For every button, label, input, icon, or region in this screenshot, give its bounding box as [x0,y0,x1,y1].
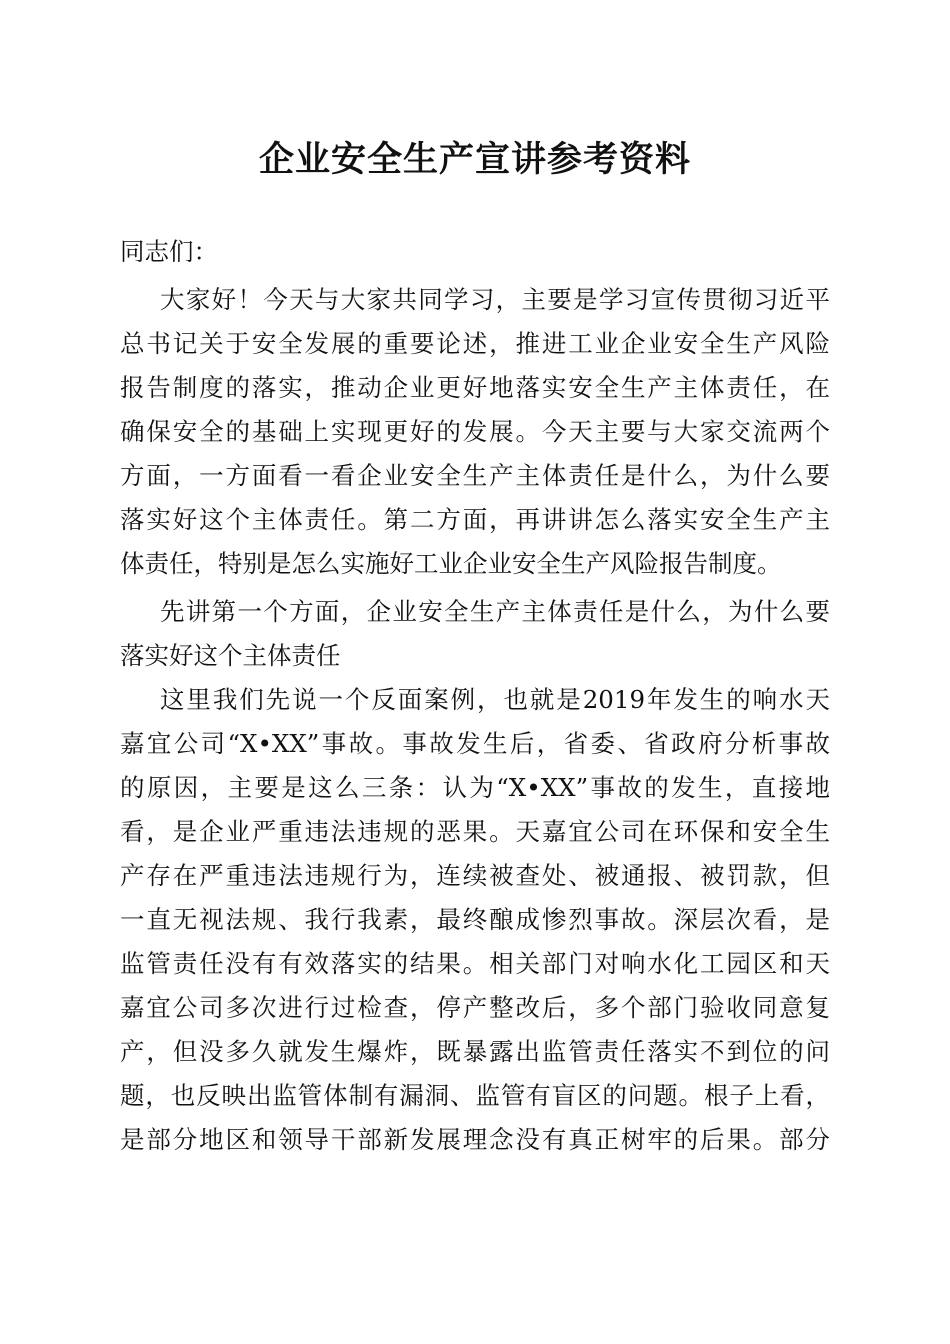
paragraph-line: 产存在严重违法违规行为，连续被查处、被通报、被罚款，但 [120,861,830,890]
paragraph-line: 是部分地区和领导干部新发展理念没有真正树牢的后果。部分 [120,1125,830,1154]
salutation: 同志们： [120,237,218,266]
document-title: 企业安全生产宣讲参考资料 [258,139,691,180]
paragraph-line: 一直无视法规、我行我素，最终酿成惨烈事故。深层次看，是 [120,905,830,934]
paragraph-line: 报告制度的落实，推动企业更好地落实安全生产主体责任，在 [120,373,830,402]
paragraph-line: 这里我们先说一个反面案例，也就是2019年发生的响水天 [160,685,830,714]
paragraph-line: 方面，一方面看一看企业安全生产主体责任是什么，为什么要 [120,461,830,490]
paragraph-line: 落实好这个主体责任。第二方面，再讲讲怎么落实安全生产主 [120,505,830,534]
paragraph-line: 嘉宜公司“X•XX”事故。事故发生后，省委、省政府分析事故 [120,729,830,758]
paragraph-line: 的原因，主要是这么三条：认为“X•XX”事故的发生，直接地 [120,773,830,802]
paragraph-line: 题，也反映出监管体制有漏洞、监管有盲区的问题。根子上看， [120,1081,830,1110]
paragraph-line: 看，是企业严重违法违规的恶果。天嘉宜公司在环保和安全生 [120,817,830,846]
paragraph-line: 产，但没多久就发生爆炸，既暴露出监管责任落实不到位的问 [120,1037,830,1066]
paragraph-line: 确保安全的基础上实现更好的发展。今天主要与大家交流两个 [120,417,830,446]
paragraph-line: 嘉宜公司多次进行过检查，停产整改后，多个部门验收同意复 [120,993,830,1022]
paragraph-line: 先讲第一个方面，企业安全生产主体责任是什么，为什么要 [160,597,830,626]
paragraph-line: 总书记关于安全发展的重要论述，推进工业企业安全生产风险 [120,329,830,358]
paragraph-line: 落实好这个主体责任 [120,641,341,670]
paragraph-line: 体责任，特别是怎么实施好工业企业安全生产风险报告制度。 [120,549,782,578]
paragraph-line: 监管责任没有有效落实的结果。相关部门对响水化工园区和天 [120,949,830,978]
paragraph-line: 大家好！今天与大家共同学习，主要是学习宣传贯彻习近平 [160,285,830,314]
